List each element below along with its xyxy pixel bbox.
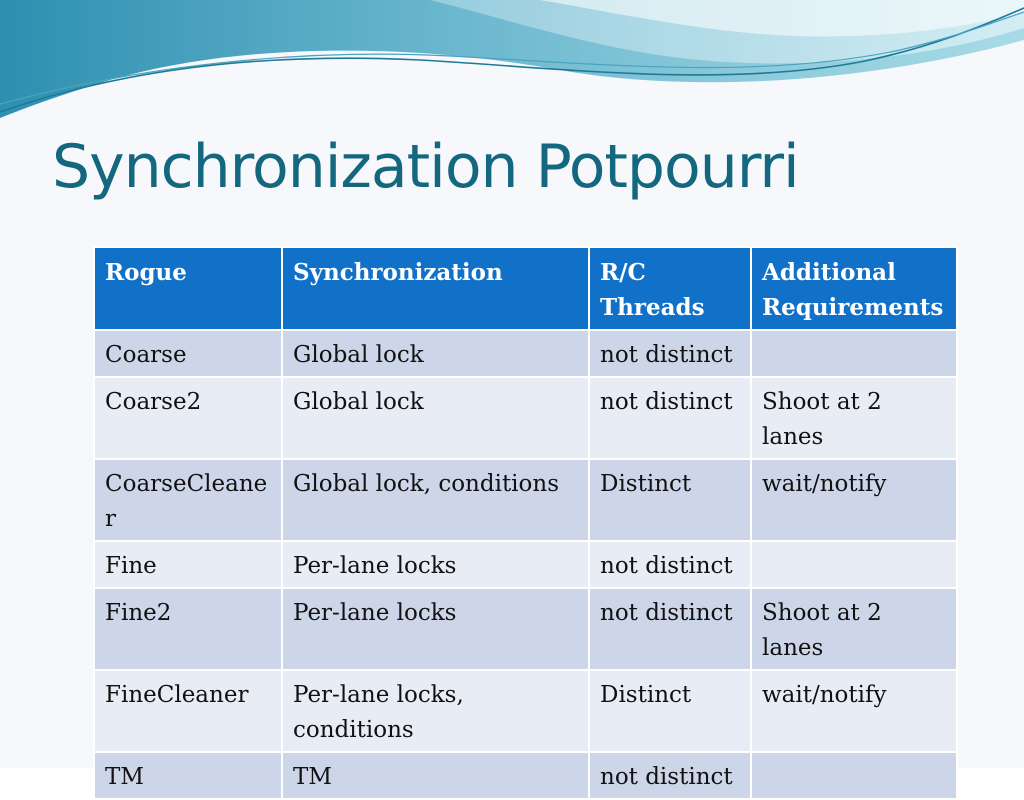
cell-rc-threads: not distinct	[589, 752, 751, 799]
table-row	[94, 459, 957, 541]
cell-rogue: Fine2	[94, 588, 282, 670]
cell-synchronization: Global lock	[282, 377, 589, 459]
table-row	[94, 330, 957, 377]
table-row	[94, 541, 957, 588]
table-header-row	[94, 247, 957, 330]
cell-additional-requirements: Shoot at 2 lanes	[751, 377, 957, 459]
cell-rc-threads: not distinct	[589, 330, 751, 377]
cell-additional-requirements: Shoot at 2 lanes	[751, 588, 957, 670]
cell-rc-threads: Distinct	[589, 459, 751, 541]
cell-synchronization: TM	[282, 752, 589, 799]
cell-rogue: Coarse	[94, 330, 282, 377]
cell-additional-requirements	[751, 541, 957, 588]
header-rogue: Rogue	[94, 247, 282, 330]
cell-additional-requirements: wait/notify	[751, 459, 957, 541]
cell-additional-requirements	[751, 752, 957, 799]
cell-additional-requirements: wait/notify	[751, 670, 957, 752]
cell-synchronization: Per-lane locks	[282, 541, 589, 588]
table-row	[94, 588, 957, 670]
cell-rogue: FineCleaner	[94, 670, 282, 752]
cell-rc-threads: not distinct	[589, 377, 751, 459]
cell-synchronization: Per-lane locks, conditions	[282, 670, 589, 752]
cell-rc-threads: Distinct	[589, 670, 751, 752]
cell-synchronization: Per-lane locks	[282, 588, 589, 670]
cell-rogue: Coarse2	[94, 377, 282, 459]
cell-synchronization: Global lock, conditions	[282, 459, 589, 541]
cell-rc-threads: not distinct	[589, 541, 751, 588]
cell-rogue: TM	[94, 752, 282, 799]
cell-rogue: Fine	[94, 541, 282, 588]
cell-rogue: CoarseCleaner	[94, 459, 282, 541]
header-synchronization: Synchronization	[282, 247, 589, 330]
header-rc-threads: R/C Threads	[589, 247, 751, 330]
cell-rc-threads: not distinct	[589, 588, 751, 670]
table-row	[94, 377, 957, 459]
wave-banner-decoration	[0, 0, 1024, 130]
cell-additional-requirements	[751, 330, 957, 377]
header-additional-requirements: Additional Requirements	[751, 247, 957, 330]
table-row	[94, 752, 957, 799]
slide-title: Synchronization Potpourri	[52, 132, 799, 202]
rogue-synchronization-table	[93, 246, 958, 800]
table-row	[94, 670, 957, 752]
cell-synchronization: Global lock	[282, 330, 589, 377]
rogue-table-wrapper	[93, 246, 956, 800]
